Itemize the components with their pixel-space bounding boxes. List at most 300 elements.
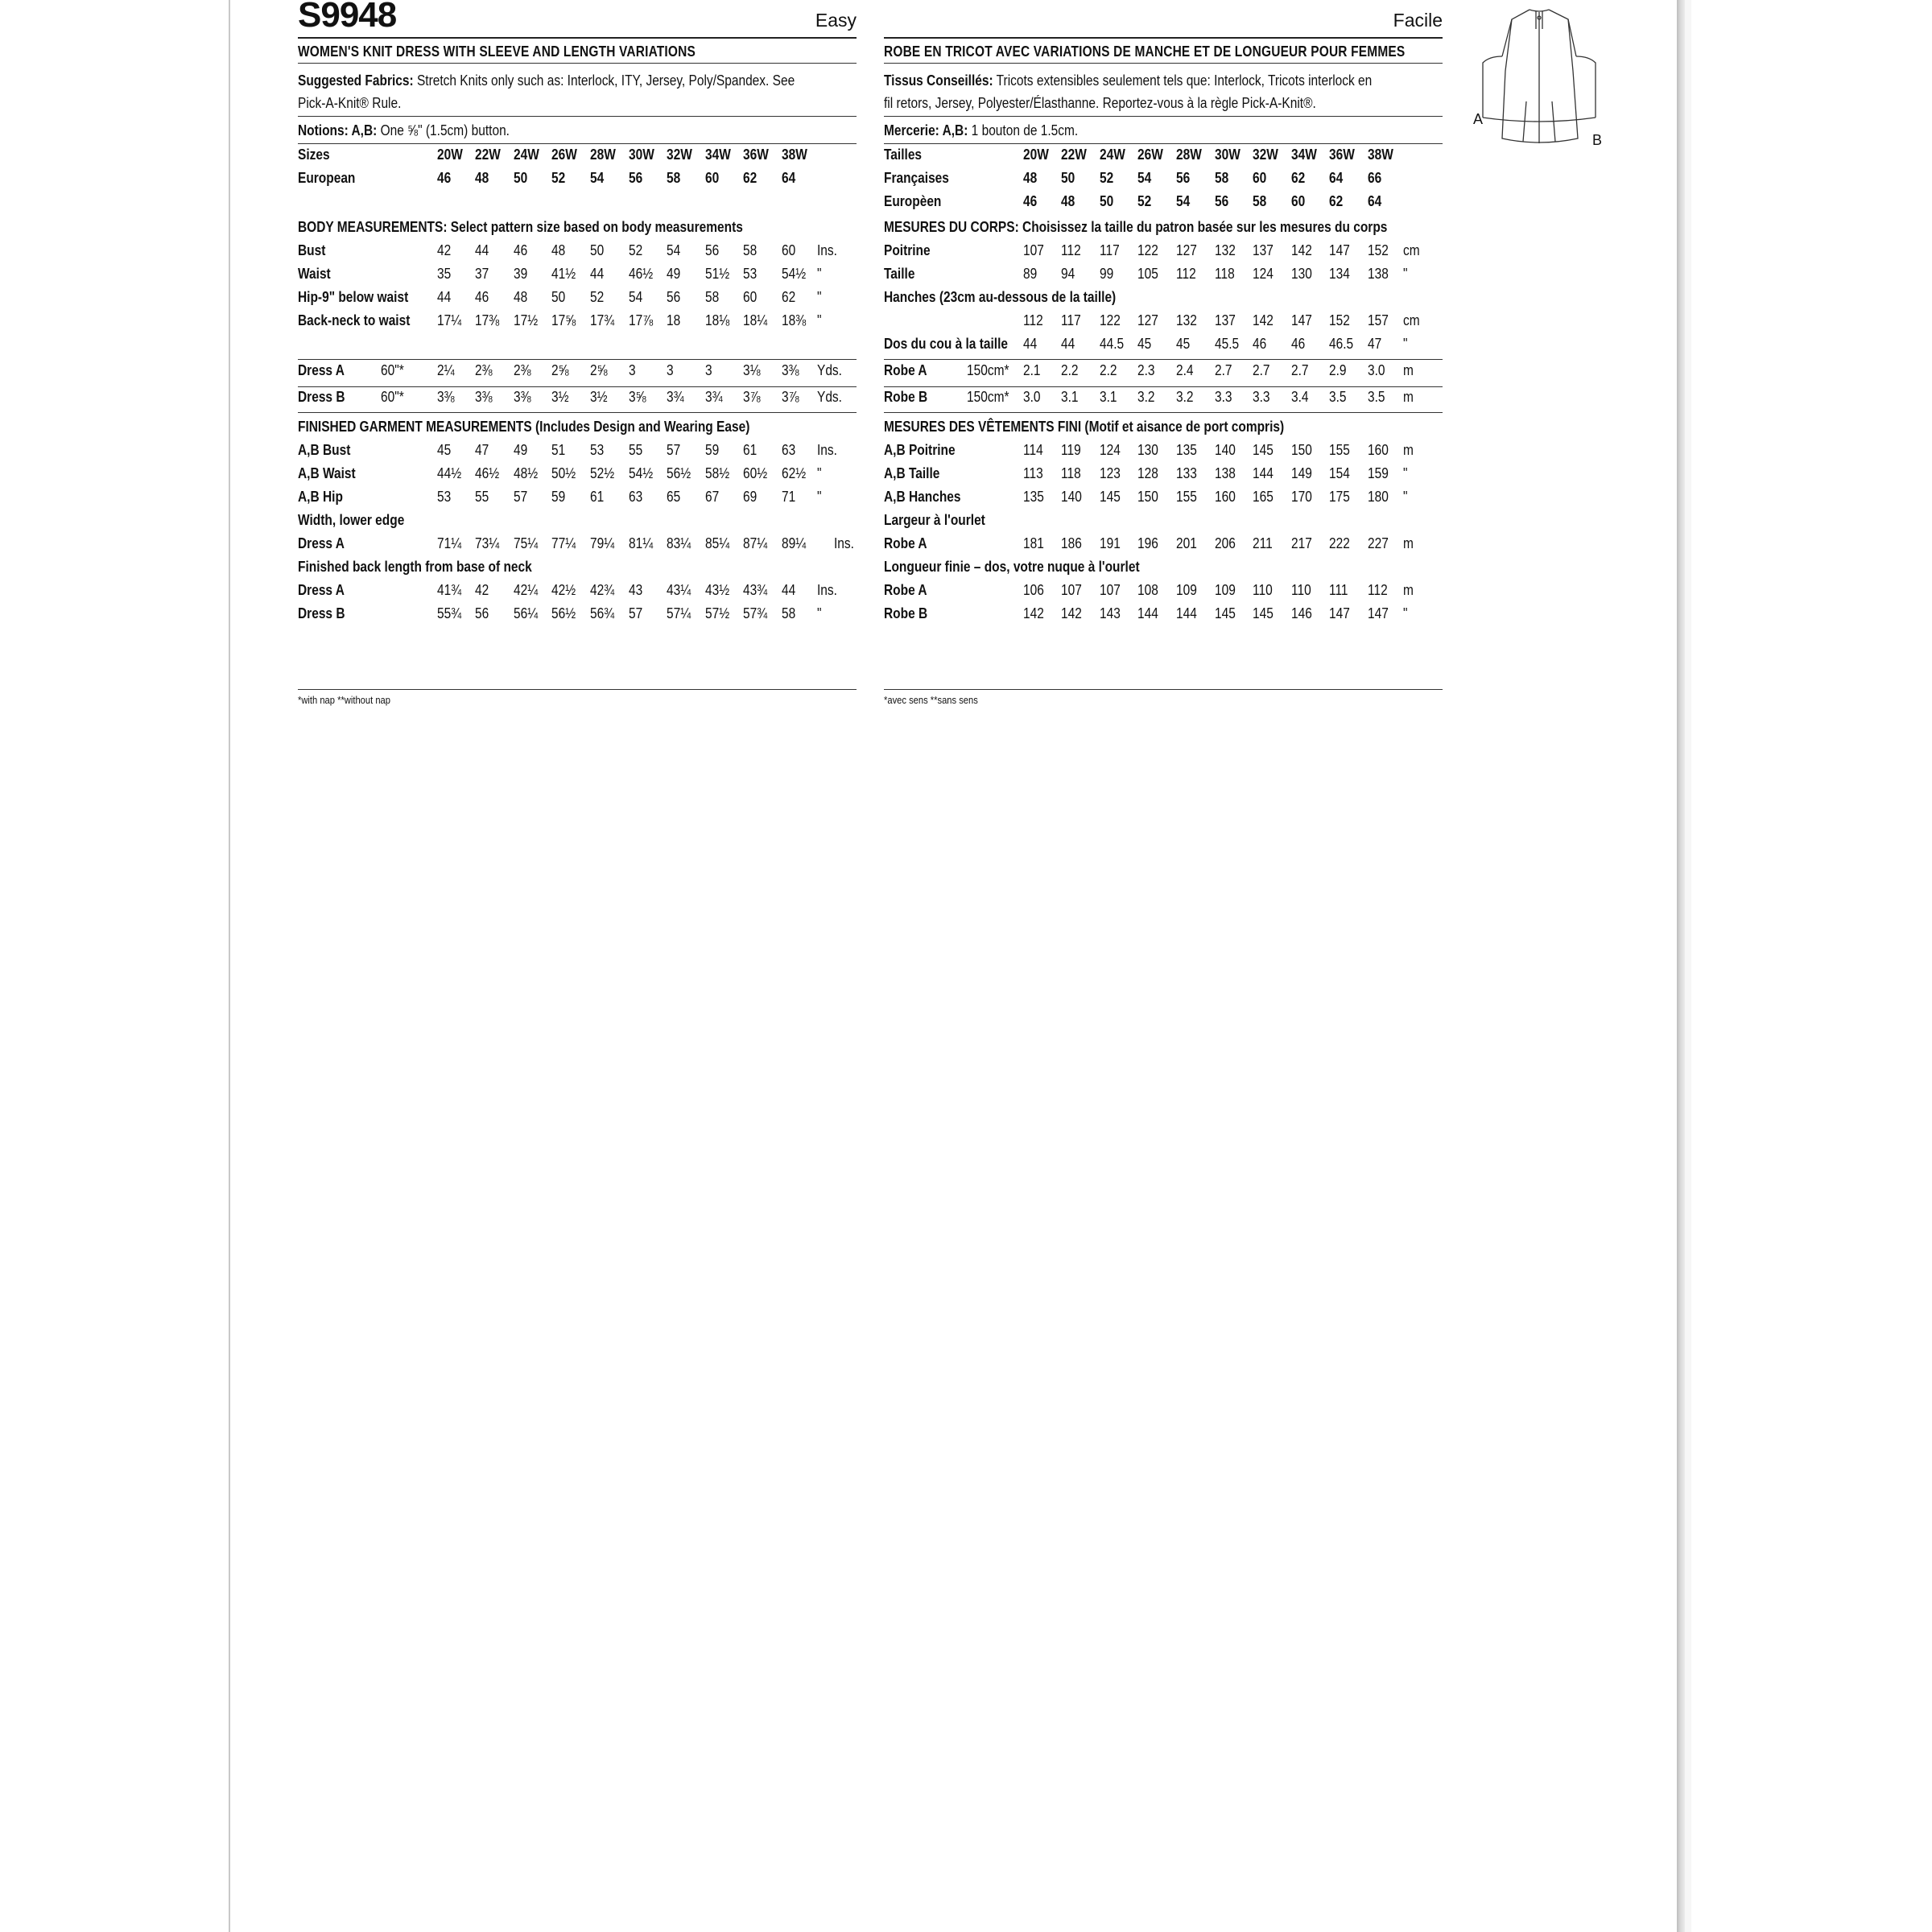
- size-cell: 3¾: [705, 389, 723, 405]
- size-cell: 54: [590, 170, 605, 186]
- size-cell: 79¼: [590, 535, 615, 551]
- size-cell: 45: [1137, 336, 1152, 352]
- size-cell: 56¼: [514, 605, 539, 621]
- size-cell: 57: [514, 489, 528, 505]
- size-cell: 3.2: [1137, 389, 1155, 405]
- sizes-row: [298, 147, 857, 169]
- unit-label: ": [817, 266, 822, 282]
- size-cell: 2.7: [1253, 362, 1270, 378]
- size-cell: 128: [1137, 465, 1158, 481]
- row-label: Bust: [298, 242, 326, 258]
- finished-measurement-row: [298, 489, 857, 511]
- body-measurements-heading: BODY MEASUREMENTS: Select pattern size based on body measurements: [298, 219, 743, 235]
- size-cell: 83¼: [667, 535, 691, 551]
- page-right-shadow: [1677, 0, 1685, 1932]
- size-cell: 67: [705, 489, 720, 505]
- rule-line: [884, 359, 1443, 360]
- size-cell: 34W: [705, 147, 731, 163]
- row-label: Dress A: [298, 535, 345, 551]
- notions-text: 1 bouton de 1.5cm.: [968, 122, 1079, 138]
- size-cell: 57¼: [667, 605, 691, 621]
- size-cell: 30W: [1215, 147, 1241, 163]
- size-cell: 89¼: [782, 535, 807, 551]
- unit-label: m: [1403, 442, 1414, 458]
- size-cell: 50: [514, 170, 528, 186]
- size-cell: 2.7: [1291, 362, 1309, 378]
- fabrics-line-2: Pick-A-Knit® Rule.: [298, 95, 402, 111]
- size-cell: 157: [1368, 312, 1389, 328]
- size-cell: 18⅜: [782, 312, 807, 328]
- footnote: *with nap **without nap: [298, 694, 390, 706]
- fabric-width: 150cm*: [967, 362, 1009, 378]
- page-right-edge: [1685, 0, 1691, 1932]
- size-cell: 46: [437, 170, 452, 186]
- size-cell: 53: [437, 489, 452, 505]
- unit-label: m: [1403, 582, 1414, 598]
- rule-line: [298, 143, 857, 144]
- size-cell: 109: [1215, 582, 1236, 598]
- row-label: Dress A: [298, 582, 345, 598]
- size-cell: 3.0: [1368, 362, 1385, 378]
- size-cell: 201: [1176, 535, 1197, 551]
- size-cell: 3.4: [1291, 389, 1309, 405]
- size-cell: 155: [1176, 489, 1197, 505]
- size-cell: 45.5: [1215, 336, 1240, 352]
- francaises-row: [884, 170, 1443, 192]
- size-cell: 2⅜: [514, 362, 531, 378]
- row-label: Sizes: [298, 147, 330, 163]
- size-cell: 77¼: [551, 535, 576, 551]
- size-cell: 150: [1291, 442, 1312, 458]
- size-cell: 2¼: [437, 362, 455, 378]
- size-cell: 142: [1253, 312, 1274, 328]
- size-cell: 44.5: [1100, 336, 1125, 352]
- fabrics-line-2: fil retors, Jersey, Polyester/Élasthanne. Reportez-vous à la règle Pick-A-Knit®.: [884, 95, 1316, 111]
- unit-label: cm: [1403, 312, 1420, 328]
- size-cell: 109: [1176, 582, 1197, 598]
- size-cell: 48: [551, 242, 566, 258]
- size-cell: 42¼: [514, 582, 539, 598]
- size-cell: 54½: [782, 266, 807, 282]
- size-cell: 94: [1061, 266, 1075, 282]
- size-cell: 3.0: [1023, 389, 1041, 405]
- size-cell: 2.7: [1215, 362, 1232, 378]
- rule-line: [298, 412, 857, 413]
- size-cell: 170: [1291, 489, 1312, 505]
- size-cell: 165: [1253, 489, 1274, 505]
- row-label: Waist: [298, 266, 331, 282]
- notions-text: One ⅝" (1.5cm) button.: [377, 122, 510, 138]
- notions-label: Mercerie: A,B:: [884, 122, 968, 138]
- size-cell: 154: [1329, 465, 1350, 481]
- size-cell: 37: [475, 266, 489, 282]
- size-cell: 56: [1176, 170, 1191, 186]
- row-label: Taille: [884, 266, 915, 282]
- size-cell: 110: [1253, 582, 1273, 598]
- view-a-label: A: [1473, 111, 1484, 127]
- yardage-row: [884, 362, 1443, 385]
- size-cell: 17⅝: [551, 312, 576, 328]
- size-cell: 54: [1176, 193, 1191, 209]
- size-cell: 50½: [551, 465, 576, 481]
- size-cell: 54: [667, 242, 681, 258]
- size-cell: 3½: [590, 389, 608, 405]
- row-label: A,B Taille: [884, 465, 940, 481]
- row-label: Dress B: [298, 389, 345, 405]
- size-cell: 175: [1329, 489, 1350, 505]
- row-label: A,B Bust: [298, 442, 351, 458]
- size-cell: 43¼: [667, 582, 691, 598]
- size-cell: 135: [1176, 442, 1197, 458]
- size-cell: 58: [705, 289, 720, 305]
- finished-measurement-row: [884, 489, 1443, 511]
- size-cell: 89: [1023, 266, 1038, 282]
- size-cell: 3: [629, 362, 636, 378]
- notions-label: Notions: A,B:: [298, 122, 378, 138]
- unit-label: ": [1403, 605, 1408, 621]
- size-cell: 118: [1215, 266, 1235, 282]
- size-cell: 143: [1100, 605, 1121, 621]
- size-cell: 196: [1137, 535, 1158, 551]
- size-cell: 62: [782, 289, 796, 305]
- size-cell: 106: [1023, 582, 1044, 598]
- size-cell: 3½: [551, 389, 569, 405]
- size-cell: 46½: [629, 266, 654, 282]
- size-cell: 50: [551, 289, 566, 305]
- size-cell: 145: [1215, 605, 1236, 621]
- unit-label: ": [817, 312, 822, 328]
- size-cell: 123: [1100, 465, 1121, 481]
- size-cell: 149: [1291, 465, 1312, 481]
- size-cell: 147: [1329, 605, 1350, 621]
- body-measurements-heading: MESURES DU CORPS: Choisissez la taille du patron basée sur les mesures du corps: [884, 219, 1388, 235]
- size-cell: 2.3: [1137, 362, 1155, 378]
- size-cell: 28W: [1176, 147, 1202, 163]
- row-label: A,B Hip: [298, 489, 343, 505]
- size-cell: 186: [1061, 535, 1082, 551]
- size-cell: 41¾: [437, 582, 462, 598]
- size-cell: 206: [1215, 535, 1236, 551]
- size-cell: 127: [1137, 312, 1158, 328]
- row-label: Françaises: [884, 170, 949, 186]
- size-cell: 52: [1100, 170, 1114, 186]
- size-cell: 46: [475, 289, 489, 305]
- size-cell: 140: [1061, 489, 1082, 505]
- size-cell: 63: [629, 489, 643, 505]
- view-b-label: B: [1592, 132, 1603, 148]
- size-cell: 64: [782, 170, 796, 186]
- size-cell: 44: [437, 289, 452, 305]
- size-cell: 56: [629, 170, 643, 186]
- size-cell: 46: [514, 242, 528, 258]
- size-cell: 60½: [743, 465, 768, 481]
- size-cell: 107: [1023, 242, 1044, 258]
- size-cell: 155: [1329, 442, 1350, 458]
- unit-label: cm: [1403, 242, 1420, 258]
- width-lower-edge-label: Width, lower edge: [298, 512, 405, 528]
- unit-label: Ins.: [834, 535, 854, 551]
- size-cell: 36W: [743, 147, 769, 163]
- size-cell: 52: [551, 170, 566, 186]
- size-cell: 181: [1023, 535, 1044, 551]
- size-cell: 50: [1061, 170, 1075, 186]
- size-cell: 42¾: [590, 582, 615, 598]
- size-cell: 122: [1137, 242, 1158, 258]
- size-cell: 55¾: [437, 605, 462, 621]
- size-cell: 52: [629, 242, 643, 258]
- difficulty-level: Easy: [815, 10, 857, 31]
- width-lower-edge-label: Largeur à l'ourlet: [884, 512, 985, 528]
- size-cell: 17½: [514, 312, 539, 328]
- size-cell: 58: [1253, 193, 1267, 209]
- row-label: Hip-9" below waist: [298, 289, 409, 305]
- size-cell: 47: [1368, 336, 1382, 352]
- size-cell: 56: [475, 605, 489, 621]
- size-cell: 56¾: [590, 605, 615, 621]
- hanches-label: Hanches (23cm au-dessous de la taille): [884, 289, 1117, 305]
- unit-label: ": [817, 489, 822, 505]
- fabrics-text: Stretch Knits only such as: Interlock, ITY, Jersey, Poly/Spandex. See: [413, 72, 795, 89]
- unit-label: ": [1403, 266, 1408, 282]
- size-cell: 145: [1253, 442, 1274, 458]
- size-cell: 60: [743, 289, 758, 305]
- size-cell: 73¼: [475, 535, 500, 551]
- dos-row: [884, 336, 1443, 358]
- unit-label: ": [817, 465, 822, 481]
- sizes-row: [884, 147, 1443, 169]
- size-cell: 142: [1291, 242, 1312, 258]
- size-cell: 107: [1100, 582, 1121, 598]
- size-cell: 108: [1137, 582, 1158, 598]
- fabrics-label: Suggested Fabrics:: [298, 72, 414, 89]
- size-cell: 3⅛: [743, 362, 761, 378]
- body-measurement-row: [884, 242, 1443, 265]
- size-cell: 112: [1061, 242, 1081, 258]
- length-row: [884, 582, 1443, 605]
- size-cell: 85¼: [705, 535, 730, 551]
- body-measurement-row: [298, 312, 857, 335]
- size-cell: 87¼: [743, 535, 768, 551]
- size-cell: 146: [1291, 605, 1312, 621]
- body-measurement-row: [298, 266, 857, 288]
- size-cell: 20W: [1023, 147, 1049, 163]
- unit-label: Yds.: [817, 362, 842, 378]
- size-cell: 3⅜: [782, 362, 799, 378]
- european-row: [884, 193, 1443, 216]
- european-row: [298, 170, 857, 192]
- size-cell: 58½: [705, 465, 730, 481]
- size-cell: 2.1: [1023, 362, 1041, 378]
- back-length-label: Longueur finie – dos, votre nuque à l'ourlet: [884, 559, 1140, 575]
- unit-label: ": [817, 605, 822, 621]
- unit-label: ": [1403, 489, 1408, 505]
- fabric-width: 60"*: [381, 362, 404, 378]
- row-label: Dress B: [298, 605, 345, 621]
- size-cell: 36W: [1329, 147, 1355, 163]
- size-cell: 99: [1100, 266, 1114, 282]
- size-cell: 48: [514, 289, 528, 305]
- size-cell: 60: [782, 242, 796, 258]
- notions-line: [884, 119, 1078, 142]
- size-cell: 227: [1368, 535, 1389, 551]
- size-cell: 46.5: [1329, 336, 1354, 352]
- unit-label: m: [1403, 389, 1414, 405]
- row-label: Robe B: [884, 605, 928, 621]
- size-cell: 159: [1368, 465, 1389, 481]
- size-cell: 56: [705, 242, 720, 258]
- yardage-row: [884, 389, 1443, 411]
- size-cell: 3⅜: [475, 389, 493, 405]
- size-cell: 3.1: [1100, 389, 1117, 405]
- size-cell: 138: [1368, 266, 1389, 282]
- size-cell: 44: [590, 266, 605, 282]
- unit-label: m: [1403, 535, 1414, 551]
- row-label: Dress A: [298, 362, 345, 378]
- size-cell: 2.9: [1329, 362, 1347, 378]
- size-cell: 22W: [475, 147, 501, 163]
- rule-line: [298, 116, 857, 117]
- size-cell: 49: [514, 442, 528, 458]
- pattern-title: ROBE EN TRICOT AVEC VARIATIONS DE MANCHE ET DE LONGUEUR POUR FEMMES: [884, 43, 1406, 60]
- size-cell: 144: [1137, 605, 1158, 621]
- size-cell: 52: [1137, 193, 1152, 209]
- size-cell: 34W: [1291, 147, 1317, 163]
- size-cell: 211: [1253, 535, 1273, 551]
- row-label: A,B Poitrine: [884, 442, 956, 458]
- size-cell: 118: [1061, 465, 1081, 481]
- row-label: Robe A: [884, 582, 927, 598]
- size-cell: 38W: [1368, 147, 1393, 163]
- size-cell: 28W: [590, 147, 616, 163]
- size-cell: 43: [629, 582, 643, 598]
- row-label: Robe B: [884, 389, 928, 405]
- size-cell: 32W: [1253, 147, 1278, 163]
- rule-line: [298, 689, 857, 690]
- rule-line: [884, 116, 1443, 117]
- unit-label: m: [1403, 362, 1414, 378]
- size-cell: 53: [590, 442, 605, 458]
- width-row: [884, 535, 1443, 558]
- rule-line: [884, 412, 1443, 413]
- row-label: Robe A: [884, 362, 927, 378]
- size-cell: 59: [705, 442, 720, 458]
- unit-label: Ins.: [817, 242, 837, 258]
- fabric-width: 60"*: [381, 389, 404, 405]
- finished-measurement-row: [298, 465, 857, 488]
- size-cell: 127: [1176, 242, 1197, 258]
- difficulty-level: Facile: [1393, 10, 1443, 31]
- size-cell: 144: [1253, 465, 1274, 481]
- row-label: European: [298, 170, 356, 186]
- size-cell: 55: [629, 442, 643, 458]
- size-cell: 24W: [1100, 147, 1125, 163]
- size-cell: 111: [1329, 582, 1348, 598]
- size-cell: 57: [629, 605, 643, 621]
- size-cell: 51½: [705, 266, 730, 282]
- size-cell: 20W: [437, 147, 463, 163]
- size-cell: 63: [782, 442, 796, 458]
- row-label: Europèen: [884, 193, 942, 209]
- size-cell: 64: [1368, 193, 1382, 209]
- size-cell: 22W: [1061, 147, 1087, 163]
- size-cell: 43½: [705, 582, 730, 598]
- size-cell: 3⅜: [514, 389, 531, 405]
- back-length-label: Finished back length from base of neck: [298, 559, 532, 575]
- size-cell: 46: [1253, 336, 1267, 352]
- size-cell: 51: [551, 442, 566, 458]
- size-cell: 160: [1215, 489, 1236, 505]
- size-cell: 44: [782, 582, 796, 598]
- length-row: [298, 605, 857, 628]
- size-cell: 56: [1215, 193, 1229, 209]
- size-cell: 112: [1176, 266, 1196, 282]
- size-cell: 54½: [629, 465, 654, 481]
- rule-line: [884, 37, 1443, 39]
- size-cell: 69: [743, 489, 758, 505]
- pattern-number: S9948: [298, 0, 397, 35]
- size-cell: 64: [1329, 170, 1344, 186]
- row-label: Back-neck to waist: [298, 312, 411, 328]
- size-cell: 3: [667, 362, 674, 378]
- size-cell: 124: [1100, 442, 1121, 458]
- size-cell: 48: [1023, 170, 1038, 186]
- size-cell: 147: [1329, 242, 1350, 258]
- size-cell: 117: [1100, 242, 1120, 258]
- unit-label: ": [1403, 336, 1408, 352]
- size-cell: 112: [1368, 582, 1388, 598]
- size-cell: 3⅞: [743, 389, 761, 405]
- rule-line: [298, 359, 857, 360]
- size-cell: 119: [1061, 442, 1081, 458]
- size-cell: 60: [1291, 193, 1306, 209]
- size-cell: 147: [1368, 605, 1389, 621]
- size-cell: 107: [1061, 582, 1082, 598]
- length-row: [298, 582, 857, 605]
- size-cell: 124: [1253, 266, 1274, 282]
- size-cell: 58: [743, 242, 758, 258]
- size-cell: 42: [437, 242, 452, 258]
- size-cell: 142: [1023, 605, 1044, 621]
- fabric-width: 150cm*: [967, 389, 1009, 405]
- size-cell: 217: [1291, 535, 1312, 551]
- finished-measurements-heading: FINISHED GARMENT MEASUREMENTS (Includes Design and Wearing Ease): [298, 419, 750, 435]
- size-cell: 48: [1061, 193, 1075, 209]
- size-cell: 71¼: [437, 535, 462, 551]
- size-cell: 3⅞: [782, 389, 799, 405]
- size-cell: 47: [475, 442, 489, 458]
- size-cell: 137: [1215, 312, 1236, 328]
- size-cell: 3¾: [667, 389, 684, 405]
- size-cell: 46: [1291, 336, 1306, 352]
- size-cell: 147: [1291, 312, 1312, 328]
- size-cell: 2.2: [1100, 362, 1117, 378]
- size-cell: 44½: [437, 465, 462, 481]
- row-label: A,B Hanches: [884, 489, 961, 505]
- size-cell: 3.3: [1253, 389, 1270, 405]
- length-row: [884, 605, 1443, 628]
- size-cell: 62: [1291, 170, 1306, 186]
- size-cell: 62½: [782, 465, 807, 481]
- size-cell: 48: [475, 170, 489, 186]
- rule-line: [884, 386, 1443, 387]
- size-cell: 42: [475, 582, 489, 598]
- row-label: Dos du cou à la taille: [884, 336, 1008, 352]
- finished-measurements-heading: MESURES DES VÊTEMENTS FINI (Motif et aisance de port compris): [884, 419, 1285, 435]
- size-cell: 57: [667, 442, 681, 458]
- size-cell: 56: [667, 289, 681, 305]
- size-cell: 132: [1176, 312, 1197, 328]
- size-cell: 3.1: [1061, 389, 1079, 405]
